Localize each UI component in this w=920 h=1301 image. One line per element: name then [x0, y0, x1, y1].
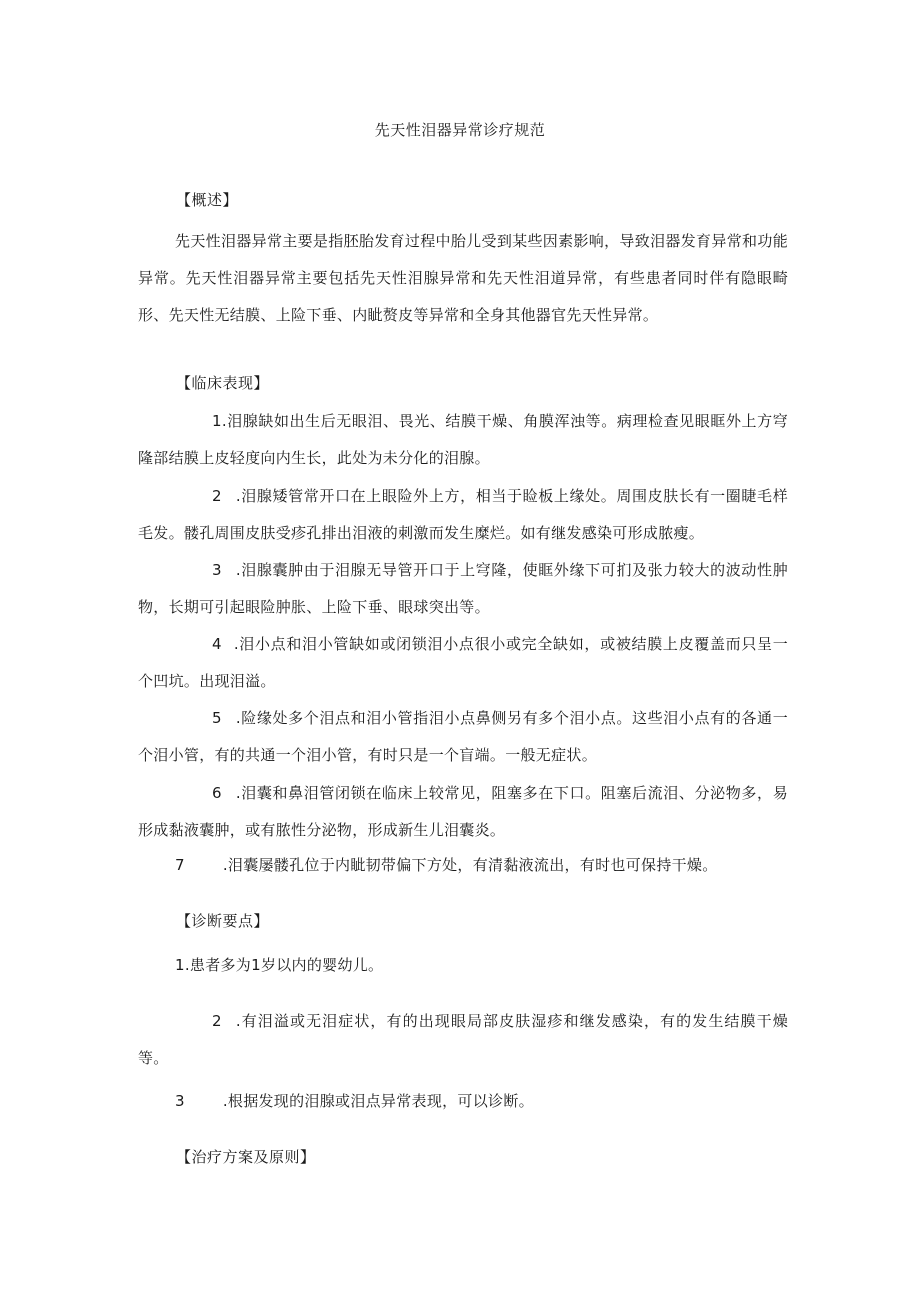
item-number: 2: [212, 1012, 222, 1030]
overview-heading: 【概述】: [176, 191, 239, 209]
diagnosis-item-1: [175, 954, 383, 976]
item-text: .泪腺囊肿由于泪腺无导管开口于上穹隆，使眶外缘下可扪及张力较大的波动性肿物，长期可引起眼险肿胀、上险下垂、眼球突出等。: [138, 561, 788, 616]
treatment-heading: 【治疗方案及原则】: [176, 1148, 316, 1166]
item-number: 3: [175, 1092, 185, 1110]
overview-paragraph: 先天性泪器异常主要是指胚胎发育过程中胎儿受到某些因素影响，导致泪器发育异常和功能异常。先天性泪器异常主要包括先天性泪腺异常和先天性泪道异常，有些患者同时伴有隐眼畸形、先天性无结膜、上险下垂、内眦赘皮等异常和全身其他器官先天性异常。: [138, 232, 788, 324]
item-text: .泪小点和泪小管缺如或闭锁泪小点很小或完全缺如，或被结膜上皮覆盖而只呈一个凹坑。出现泪溢。: [138, 635, 788, 690]
item-number: 2: [212, 487, 222, 505]
item-number: 7: [175, 856, 185, 874]
item-text: .根据发现的泪腺或泪点异常表现，可以诊断。: [222, 1092, 534, 1110]
item-text: .泪囊和鼻泪管闭锁在临床上较常见，阻塞多在下口。阻塞后流泪、分泌物多，易形成黏液囊肿，或有脓性分泌物，形成新生儿泪囊炎。: [138, 784, 788, 839]
item-text: .泪腺缺如出生后无眼泪、畏光、结膜干燥、角膜浑浊等。病理检查见眼眶外上方穹隆部结膜上皮轻度向内生长，此处为未分化的泪腺。: [138, 412, 788, 467]
diagnosis-item-2: [138, 1003, 788, 1077]
diagnosis-heading: 【诊断要点】: [176, 912, 270, 930]
clinical-heading: 【临床表现】: [176, 374, 270, 392]
item-number: 3: [212, 561, 222, 579]
item-number: 4: [212, 635, 222, 653]
item-text: .泪囊屡髅孔位于内眦韧带偏下方处，有清黏液流出，有时也可保持干燥。: [222, 856, 718, 874]
clinical-item-6: [138, 775, 788, 849]
item-number: 5: [212, 709, 222, 727]
clinical-item-1: [138, 403, 788, 477]
diagnosis-item-3: [175, 1090, 534, 1112]
clinical-item-4: [138, 626, 788, 700]
clinical-item-3: [138, 552, 788, 626]
item-text: .患者多为1岁以内的婴幼儿。: [184, 956, 384, 974]
item-text: .有泪溢或无泪症状，有的出现眼局部皮肤湿疹和继发感染，有的发生结膜干燥等。: [138, 1012, 788, 1067]
item-text: .泪腺矮管常开口在上眼险外上方，相当于睑板上缘处。周围皮肤长有一圈睫毛样毛发。髅孔周围皮肤受疹孔排出泪液的刺激而发生糜烂。如有继发感染可形成脓瘦。: [138, 487, 788, 542]
clinical-item-5: [138, 700, 788, 774]
clinical-item-2: [138, 478, 788, 552]
item-number: 6: [212, 784, 222, 802]
item-text: .险缘处多个泪点和泪小管指泪小点鼻侧另有多个泪小点。这些泪小点有的各通一个泪小管，有的共通一个泪小管，有时只是一个盲端。一般无症状。: [138, 709, 788, 764]
item-number: 1: [175, 956, 185, 974]
document-title: 先天性泪器异常诊疗规范: [374, 121, 546, 139]
item-number: 1: [212, 412, 222, 430]
clinical-item-7: [175, 854, 718, 876]
